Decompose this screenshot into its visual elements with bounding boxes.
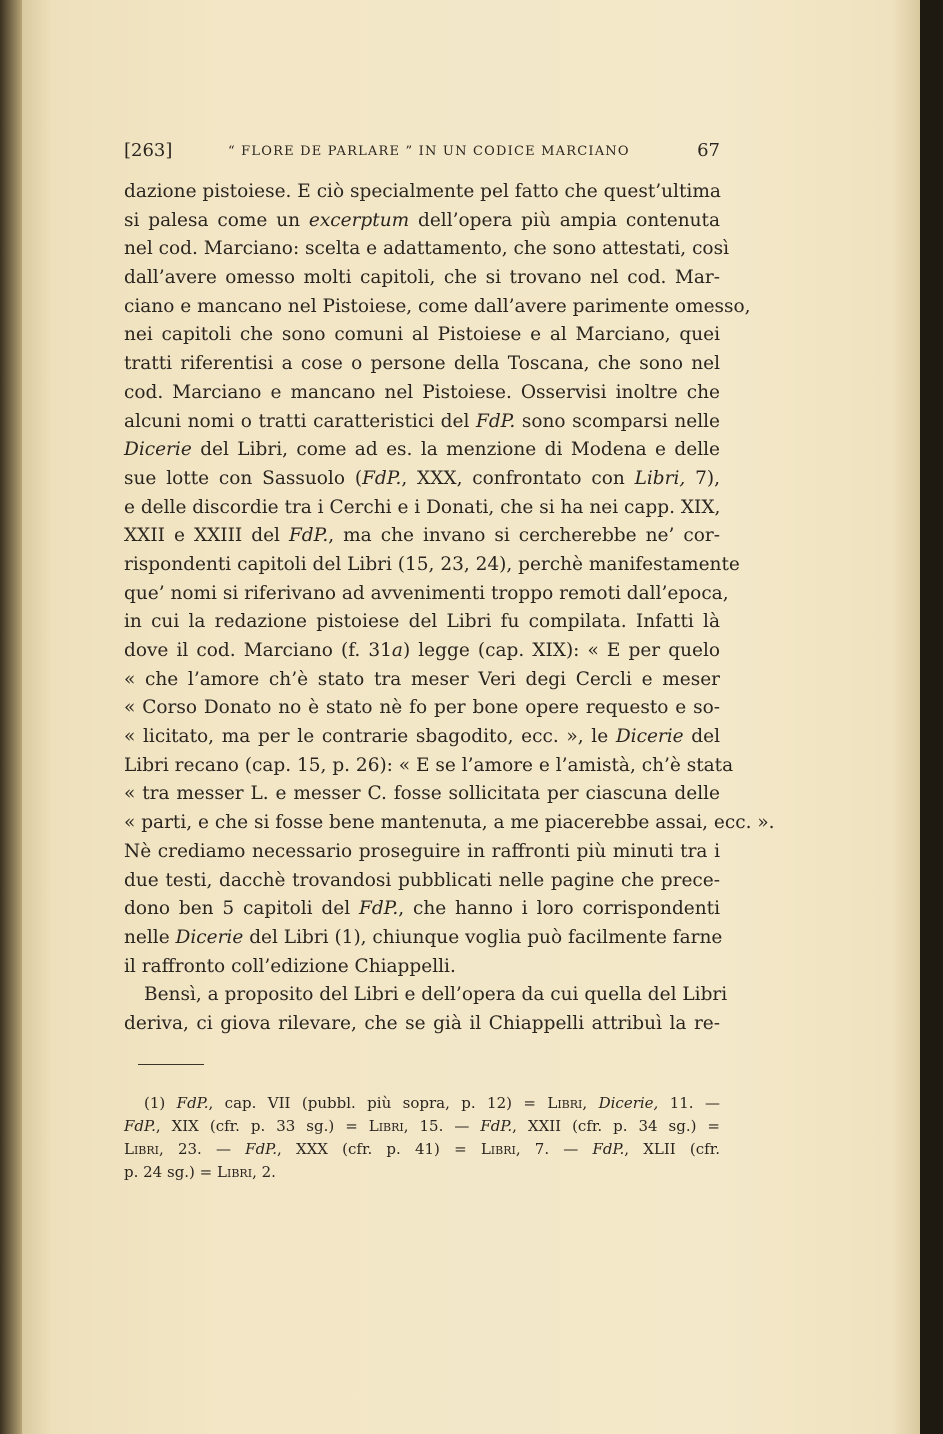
text-segment: Libri recano (cap. 15, p. 26): « E se l’amore e l’amistà, ch’è stata [124, 754, 734, 776]
small-caps-text: Libri [124, 1140, 160, 1158]
page-edge-shadow [920, 0, 943, 1434]
italic-text: excerptum [308, 209, 410, 231]
text-segment: « Corso Donato no è stato nè fo per bone opere requesto e so- [124, 697, 720, 719]
text-segment: si palesa come un [124, 209, 309, 231]
text-segment: alcuni nomi o tratti caratteristici del [124, 410, 476, 432]
text-line [124, 608, 720, 637]
small-caps-text: Libri [480, 1140, 516, 1158]
text-segment: dove il cod. Marciano (f. 31 [124, 640, 392, 661]
text-segment: nel cod. Marciano: scelta e adattamento, che sono attestati, così [124, 238, 729, 260]
text-segment: , 7. — [515, 1140, 593, 1158]
text-segment: ) legge (cap. XIX): « E per quelo [402, 640, 720, 661]
text-segment: Bensì, a proposito del Libri e dell’opera da cui quella del Libri [144, 984, 728, 1006]
text-segment: , 2. [252, 1163, 276, 1181]
italic-text: FdP. [475, 410, 516, 432]
text-segment: 11. — [658, 1094, 720, 1112]
text-segment: del Libri, come ad es. la menzione di Modena e delle [191, 439, 720, 461]
text-segment: il raffronto coll’edizione Chiappelli. [124, 955, 456, 977]
text-segment: deriva, ci giova rilevare, che se già il Chiappelli attribuì la re- [124, 1012, 720, 1034]
italic-text: Dicerie [615, 726, 684, 748]
text-segment: « che l’amore ch’è stato tra meser Veri degi Cercli e meser [124, 668, 720, 690]
text-line [124, 694, 720, 723]
body-text [124, 178, 775, 1039]
text-segment: (1) [144, 1094, 177, 1112]
text-segment: , XXII (cfr. p. 34 sg.) = [512, 1117, 720, 1135]
text-line [124, 379, 720, 408]
text-line [124, 867, 720, 896]
text-line [124, 637, 720, 666]
italic-text: Dicerie, [598, 1094, 659, 1112]
text-segment: p. 24 sg.) = [124, 1163, 218, 1181]
footnote-line [124, 1161, 720, 1184]
text-line [124, 666, 720, 695]
italic-text: FdP. [288, 525, 329, 547]
page-reference: [263] [124, 140, 173, 161]
text-line [124, 178, 720, 207]
text-segment: que’ nomi si riferivano ad avvenimenti troppo remoti dall’epoca, [124, 582, 729, 604]
text-segment: sue lotte con Sassuolo ( [124, 467, 363, 489]
text-line [124, 522, 720, 551]
italic-text: FdP. [245, 1140, 278, 1158]
text-segment: « licitato, ma per le contrarie sbagodito, ecc. », le [124, 726, 616, 748]
text-segment: dono ben 5 capitoli del [124, 898, 359, 920]
text-segment: , cap. VII (pubbl. più sopra, p. 12) = [208, 1094, 548, 1112]
text-line [124, 551, 740, 580]
text-line [124, 465, 720, 494]
text-segment: dall’avere omesso molti capitoli, che si trovano nel cod. Mar- [124, 267, 720, 289]
text-line [124, 723, 720, 752]
text-line [124, 321, 720, 350]
italic-text: Dicerie [124, 439, 192, 461]
text-segment: Nè crediamo necessario proseguire in raffronti più minuti tra i [124, 840, 720, 862]
text-segment: nei capitoli che sono comuni al Pistoiese e al Marciano, quei [124, 324, 720, 346]
italic-text: Dicerie [175, 926, 244, 948]
text-segment: rispondenti capitoli del Libri (15, 23, 24), perchè manifestamente [124, 553, 740, 575]
text-line [124, 953, 720, 982]
text-segment: 7), [685, 467, 721, 489]
small-caps-text: Libri [547, 1094, 583, 1112]
text-segment: ciano e mancano nel Pistoiese, come dall’avere parimente omesso, [124, 295, 751, 317]
italic-text: FdP. [124, 1117, 156, 1135]
text-segment: , XXX (cfr. p. 41) = [277, 1140, 481, 1158]
text-segment: dell’opera più ampia contenuta [409, 209, 720, 231]
running-title: “ FLORE DE PARLARE ” IN UN CODICE MARCIANO [228, 144, 630, 159]
italic-text: FdP. [480, 1117, 513, 1135]
text-line [124, 752, 734, 781]
text-line [124, 580, 729, 609]
small-caps-text: Libri [217, 1163, 253, 1181]
footnotes [124, 1092, 720, 1184]
text-line [124, 235, 729, 264]
text-line [124, 408, 720, 437]
text-segment: e delle discordie tra i Cerchi e i Donati, che si ha nei capp. XIX, [124, 496, 721, 518]
text-segment: XXII e XXIII del [124, 525, 289, 547]
text-line [124, 264, 720, 293]
text-line [124, 895, 720, 924]
text-segment: nelle [124, 926, 176, 948]
footnote-line [124, 1092, 720, 1115]
text-segment: sono scomparsi nelle [515, 410, 720, 432]
book-spine-edge [0, 0, 22, 1434]
text-segment: , che hanno i loro corrispondenti [398, 898, 720, 920]
text-line [124, 838, 720, 867]
text-segment: « parti, e che si fosse bene mantenuta, a me piacerebbe assai, ecc. ». [124, 812, 775, 834]
text-segment: in cui la redazione pistoiese del Libri fu compilata. Infatti là [124, 611, 720, 633]
text-segment: tratti riferentisi a cose o persone della Toscana, che sono nel [124, 353, 720, 375]
italic-text: FdP. [592, 1140, 625, 1158]
text-segment: « tra messer L. e messer C. fosse sollicitata per ciascuna delle [124, 783, 720, 805]
text-segment: del [683, 726, 720, 748]
footnote-separator [138, 1064, 204, 1065]
small-caps-text: Libri [368, 1117, 404, 1135]
text-segment: dazione pistoiese. E ciò specialmente pel fatto che quest’ultima [124, 181, 721, 202]
footnote-line [124, 1115, 720, 1138]
text-segment: del Libri (1), chiunque voglia può facilmente farne [243, 926, 723, 948]
running-header [124, 140, 720, 166]
text-line [124, 924, 723, 953]
text-line [124, 436, 720, 465]
text-segment: , 15. — [403, 1117, 481, 1135]
text-segment: , [582, 1094, 599, 1112]
page-number: 67 [697, 140, 720, 161]
text-segment: due testi, dacchè trovandosi pubblicati nelle pagine che prece- [124, 869, 720, 891]
text-segment: , XXX, confrontato con [401, 467, 635, 489]
text-line [124, 293, 751, 322]
text-segment: , ma che invano si cercherebbe ne’ cor- [328, 525, 720, 547]
italic-text: Libri, [634, 467, 686, 489]
text-segment: , XLII (cfr. [624, 1140, 720, 1158]
italic-text: FdP. [176, 1094, 209, 1112]
italic-text: FdP. [362, 467, 402, 489]
text-line [124, 1010, 720, 1039]
text-line [124, 780, 720, 809]
text-line [124, 207, 720, 236]
text-segment: , 23. — [159, 1140, 246, 1158]
text-segment: , XIX (cfr. p. 33 sg.) = [155, 1117, 369, 1135]
text-line [124, 494, 720, 523]
text-line [124, 350, 720, 379]
italic-text: a [391, 640, 403, 661]
footnote-line [124, 1138, 720, 1161]
text-line [124, 809, 775, 838]
text-segment: cod. Marciano e mancano nel Pistoiese. Osservisi inoltre che [124, 381, 720, 403]
italic-text: FdP. [359, 898, 399, 920]
text-line [124, 981, 728, 1010]
